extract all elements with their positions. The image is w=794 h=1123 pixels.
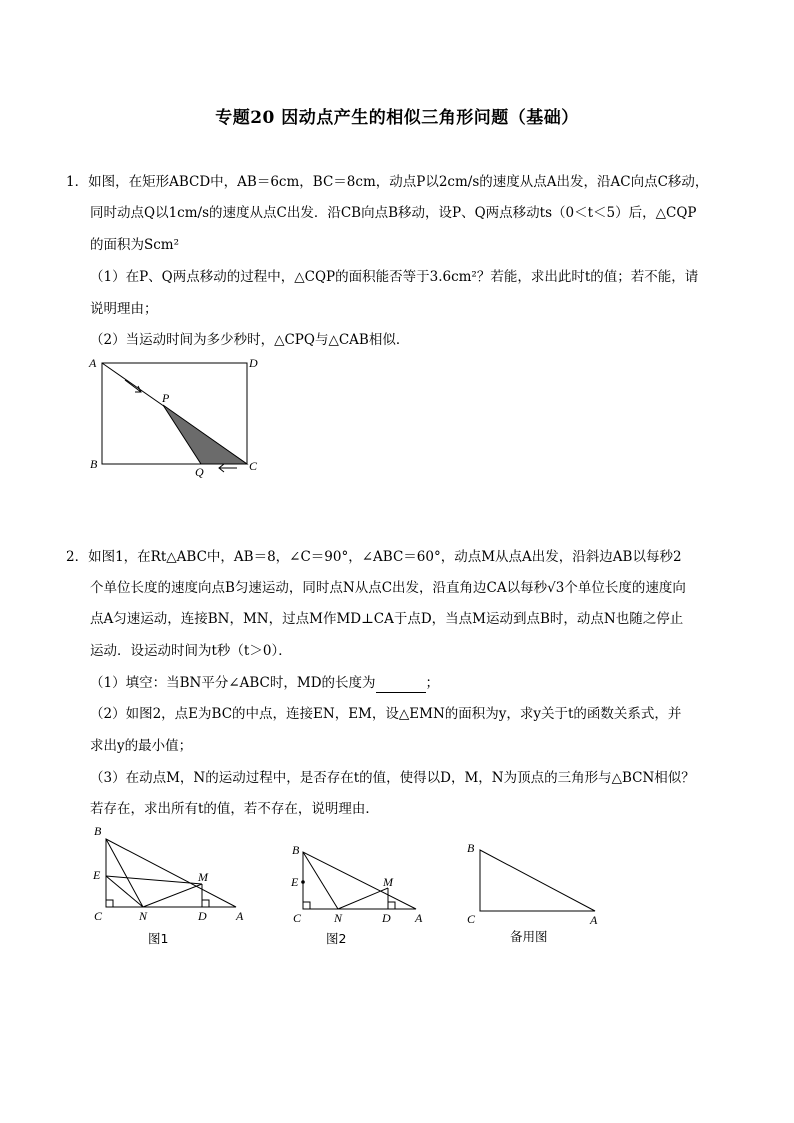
triangle-cqp — [163, 405, 247, 464]
label-n: N — [334, 911, 343, 925]
label-b: B — [467, 841, 475, 855]
label-e: E — [93, 868, 101, 882]
answer-blank[interactable] — [376, 678, 426, 693]
label-c: C — [467, 912, 476, 926]
q1-figure — [85, 352, 275, 482]
q2-line-7: 求出y的最小值； — [90, 738, 193, 754]
label-a: A — [236, 909, 244, 923]
label-e: E — [291, 875, 299, 889]
label-n: N — [139, 909, 148, 923]
label-p: P — [162, 391, 170, 405]
q2-figure-2 — [288, 838, 438, 930]
right-angle-d-icon — [388, 902, 395, 909]
right-angle-c-icon — [303, 902, 310, 909]
label-d: D — [382, 911, 391, 925]
q2-line-3: 点A匀速运动，连接BN，MN，过点M作MD⊥CA于点D，当点M运动到点B时，动点N也随之停止 — [90, 611, 684, 627]
q2-line-9: 若存在，求出所有t的值，若不存在，说明理由． — [90, 801, 379, 817]
page-title: 专题20 因动点产生的相似三角形问题（基础） — [215, 108, 579, 128]
arrow-p-icon — [125, 380, 141, 392]
label-d: D — [249, 356, 258, 370]
q2-line-8: （3）在动点M，N的运动过程中，是否存在t的值，使得以D，M，N为顶点的三角形与△BCN相似？ — [90, 770, 695, 786]
label-b: B — [292, 843, 300, 857]
figure-1-caption: 图1 — [148, 931, 169, 946]
q1-line-4: （1）在P、Q两点移动的过程中，△CQP的面积能否等于3.6cm²？若能，求出此时t的值；若不能，请 — [90, 269, 699, 285]
triangle-abc — [480, 850, 595, 911]
label-c: C — [94, 909, 103, 923]
q2-line-6: （2）如图2，点E为BC的中点，连接EN，EM，设△EMN的面积为y，求y关于t的函数关系式，并 — [90, 706, 682, 722]
q2-number: 2． — [66, 549, 89, 565]
label-q: Q — [195, 465, 204, 479]
label-b: B — [90, 457, 98, 471]
label-a: A — [89, 356, 97, 370]
q2-line-4: 运动．设运动时间为t秒（t＞0）． — [90, 643, 292, 659]
q1-line-5: 说明理由； — [90, 301, 158, 317]
q2-figure-3 — [462, 838, 612, 930]
label-m: M — [198, 870, 208, 884]
q1-line-3: 的面积为Scm² — [90, 237, 180, 253]
q1-number: 1． — [66, 174, 89, 190]
q2-line-1: 2．如图1，在Rt△ABC中，AB＝8，∠C＝90°，∠ABC＝60°，动点M从点A出发，沿斜边AB以每秒2 — [66, 549, 682, 565]
label-a: A — [590, 913, 598, 927]
q1-line-6: （2）当运动时间为多少秒时，△CPQ与△CAB相似． — [90, 332, 410, 348]
label-c: C — [293, 911, 302, 925]
q2-line-5: （1）填空：当BN平分∠ABC时，MD的长度为 ； — [90, 675, 440, 691]
figure-3-caption: 备用图 — [510, 929, 548, 944]
label-b: B — [94, 824, 102, 838]
q1-line-1: 1．如图，在矩形ABCD中，AB＝6cm，BC＝8cm，动点P以2cm/s的速度从点A出发，沿AC向点C移动， — [66, 174, 709, 190]
label-m: M — [383, 875, 393, 889]
point-e-icon — [301, 880, 305, 884]
triangle-abc — [106, 839, 236, 907]
right-angle-d-icon — [202, 900, 209, 907]
label-d: D — [198, 909, 207, 923]
label-a: A — [415, 911, 423, 925]
q1-line-2: 同时动点Q以1cm/s的速度从点C出发．沿CB向点B移动，设P、Q两点移动ts（0＜t＜5）后，△CQP — [90, 205, 697, 221]
label-c: C — [249, 459, 258, 473]
right-angle-c-icon — [106, 900, 113, 907]
q2-figure-1 — [88, 822, 258, 927]
figure-2-caption: 图2 — [326, 931, 347, 946]
q2-line-2: 个单位长度的速度向点B匀速运动，同时点N从点C出发，沿直角边CA以每秒√3个单位长度的速度向 — [90, 580, 686, 596]
